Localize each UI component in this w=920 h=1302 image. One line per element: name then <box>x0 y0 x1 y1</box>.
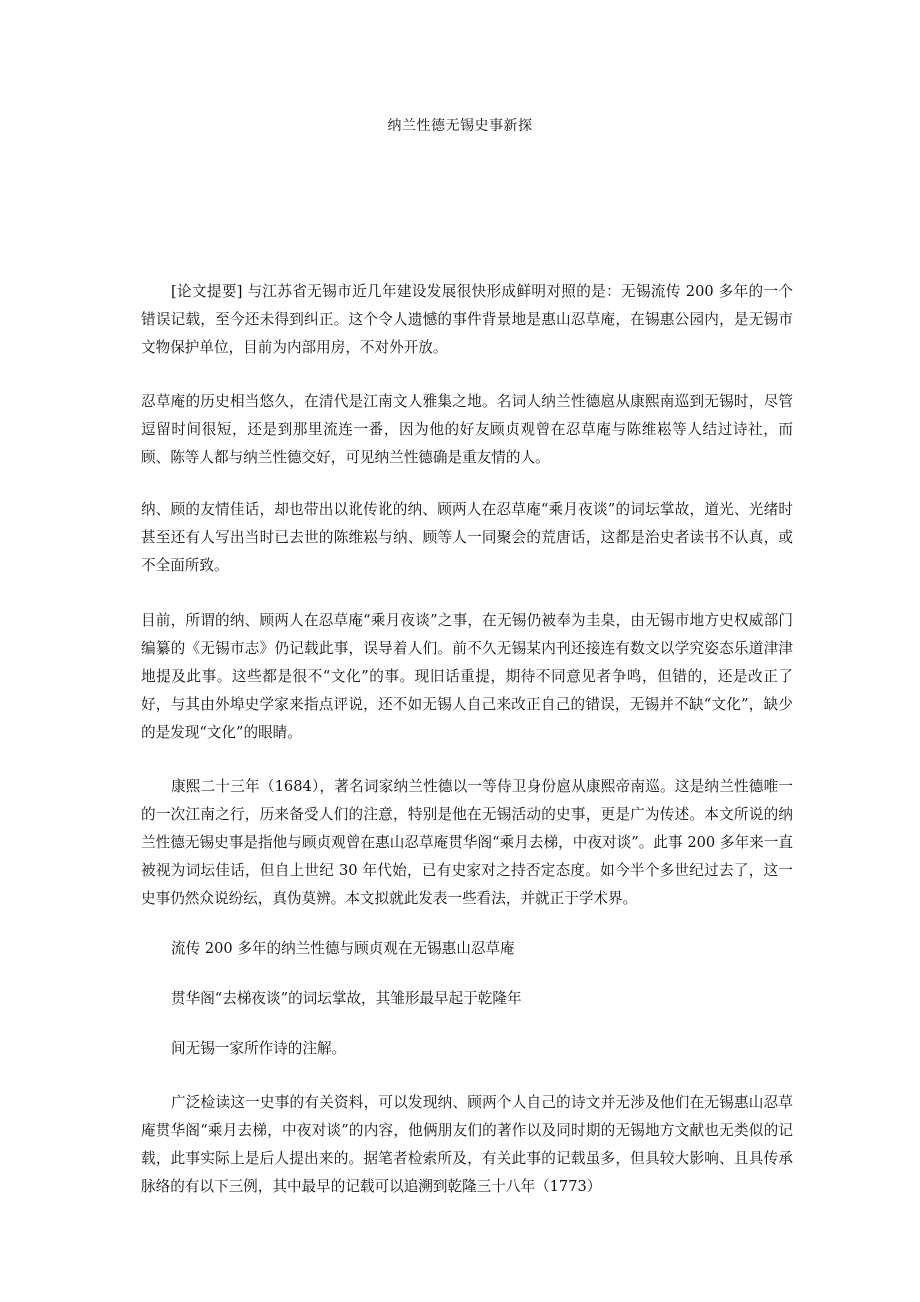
paragraph-current-status: 目前，所谓的纳、顾两人在忍草庵“乘月夜谈”之事，在无锡仍被奉为圭臬，由无锡市地方史权威部门编纂的《无锡市志》仍记载此事，误导着人们。前不久无锡某内刊还接连有数文以学究姿态乐道津津地提及此事。这些都是很不“文化”的事。现旧话重提，期待不同意见者争鸣，但错的，还是改正了好，与其由外埠史学家来指点评说，还不如无锡人自己来改正自己的错误，无锡并不缺“文化”，缺少的是发现“文化”的眼睛。 <box>141 612 793 741</box>
paragraph-introduction: 康熙二十三年（1684），著名词家纳兰性德以一等侍卫身份扈从康熙帝南巡。这是纳兰性德唯一的一次江南之行，历来备受人们的注意，特别是他在无锡活动的史事，更是广为传述。本文所说的纳兰性德无锡史事是指他与顾贞观曾在惠山忍草庵贯华阁“乘月去梯，中夜对谈”。此事 200 多年来一直被视为词坛佳话，但自上世纪 30 年代始，已有史家对之持否定态度。如今半个多世纪过去了，这一史事仍然众说纷纭，真伪莫辨。本文拟就此发表一些看法，并就正于学术界。 <box>141 778 793 907</box>
paragraph-abstract: [论文提要] 与江苏省无锡市近几年建设发展很快形成鲜明对照的是：无锡流传 200 多年的一个错误记载，至今还未得到纠正。这个令人遗憾的事件背景地是惠山忍草庵，在锡惠公园内，是无锡市文物保护单位，目前为内部用房，不对外开放。 <box>141 283 793 356</box>
paragraph-history: 忍草庵的历史相当悠久，在清代是江南文人雅集之地。名词人纳兰性德扈从康熙南巡到无锡时，尽管逗留时间很短，还是到那里流连一番，因为他的好友顾贞观曾在忍草庵与陈维崧等人结过诗社，而顾、陈等人都与纳兰性德交好，可见纳兰性德确是重友情的人。 <box>141 393 793 466</box>
document-title: 纳兰性德无锡史事新探 <box>387 118 533 134</box>
paragraph-sources: 广泛检读这一史事的有关资料，可以发现纳、顾两个人自己的诗文并无涉及他们在无锡惠山忍草庵贯华阁“乘月去梯，中夜对谈”的内容，他俩朋友们的著作以及同时期的无锡地方文献也无类似的记载，此事实际上是后人提出来的。据笔者检索所及，有关此事的记载虽多，但具较大影响、且具传承脉络的有以下三例，其中最早的记载可以追溯到乾隆三十八年（1773） <box>141 1094 793 1195</box>
paragraph-anecdote: 纳、顾的友情佳话，却也带出以讹传讹的纳、顾两人在忍草庵“乘月夜谈”的词坛掌故，道光、光绪时甚至还有人写出当时已去世的陈维崧与纳、顾等人一同聚会的荒唐话，这都是治史者读书不认真，或不全面所致。 <box>141 501 793 574</box>
section-heading-line-1: 流传 200 多年的纳兰性德与顾贞观在无锡惠山忍草庵 <box>171 940 515 957</box>
section-heading-line-3: 间无锡一家所作诗的注解。 <box>171 1040 347 1057</box>
document-body <box>141 278 793 1201</box>
section-heading-line-2: 贯华阁“去梯夜谈”的词坛掌故，其雏形最早起于乾隆年 <box>171 990 522 1007</box>
